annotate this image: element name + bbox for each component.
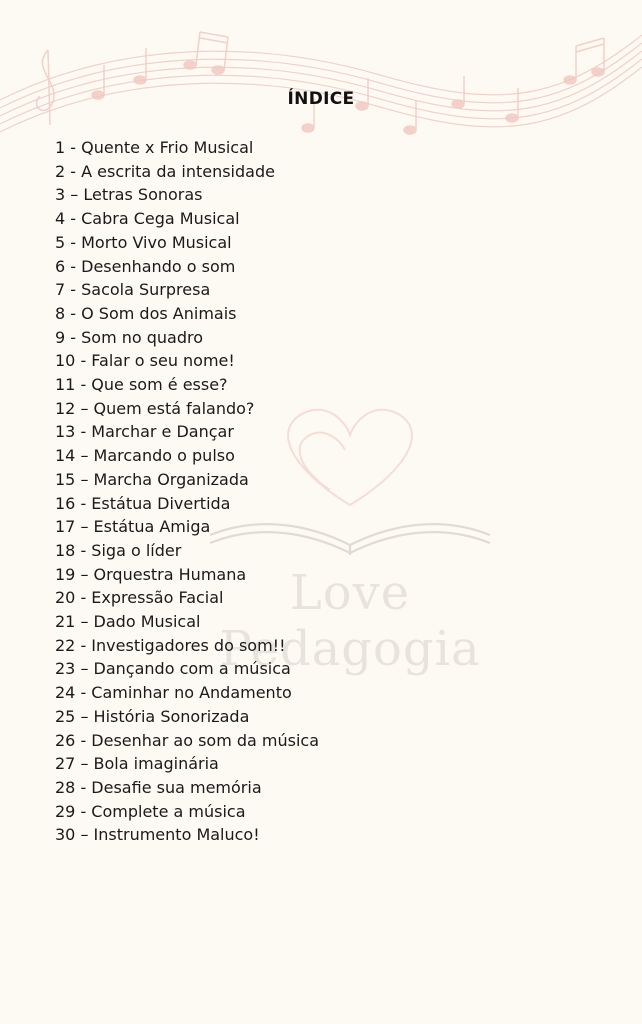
list-item: 25 – História Sonorizada xyxy=(55,706,250,726)
list-item: 4 - Cabra Cega Musical xyxy=(55,209,240,229)
list-item: 3 – Letras Sonoras xyxy=(55,185,203,205)
list-item: 20 - Expressão Facial xyxy=(55,588,224,608)
list-item: 1 - Quente x Frio Musical xyxy=(55,138,254,157)
list-item: 14 – Marcando o pulso xyxy=(55,446,235,466)
list-item: 16 - Estátua Divertida xyxy=(55,493,231,513)
list-item: 8 - O Som dos Animais xyxy=(55,303,237,323)
list-item: 23 – Dançando com a música xyxy=(55,659,291,679)
list-item: 2 - A escrita da intensidade xyxy=(55,161,275,181)
list-item: 22 - Investigadores do som!! xyxy=(55,635,286,655)
list-item: 26 - Desenhar ao som da música xyxy=(55,730,320,750)
list-item: 15 – Marcha Organizada xyxy=(55,469,249,489)
list-item: 9 - Som no quadro xyxy=(55,327,204,347)
list-item: 18 - Siga o líder xyxy=(55,540,182,560)
list-item: 13 - Marchar e Dançar xyxy=(55,422,234,442)
table-of-contents xyxy=(55,136,319,847)
list-item: 30 – Instrumento Maluco! xyxy=(55,825,260,845)
list-item: 28 - Desafie sua memória xyxy=(55,777,262,797)
list-item: 5 - Morto Vivo Musical xyxy=(55,232,232,252)
watermark-text: Love Pedagogia xyxy=(219,565,481,677)
list-item: 11 - Que som é esse? xyxy=(55,375,228,395)
list-item: 24 - Caminhar no Andamento xyxy=(55,683,292,703)
list-item: 27 – Bola imaginária xyxy=(55,754,219,774)
list-item: 21 – Dado Musical xyxy=(55,612,201,632)
list-item: 10 - Falar o seu nome! xyxy=(55,351,235,371)
list-item: 17 – Estátua Amiga xyxy=(55,517,211,537)
list-item: 12 – Quem está falando? xyxy=(55,398,255,418)
page-title: ÍNDICE xyxy=(287,89,355,109)
list-item: 29 - Complete a música xyxy=(55,801,246,821)
list-item: 7 - Sacola Surpresa xyxy=(55,280,211,300)
list-item: 19 – Orquestra Humana xyxy=(55,564,247,584)
list-item: 6 - Desenhando o som xyxy=(55,256,236,276)
